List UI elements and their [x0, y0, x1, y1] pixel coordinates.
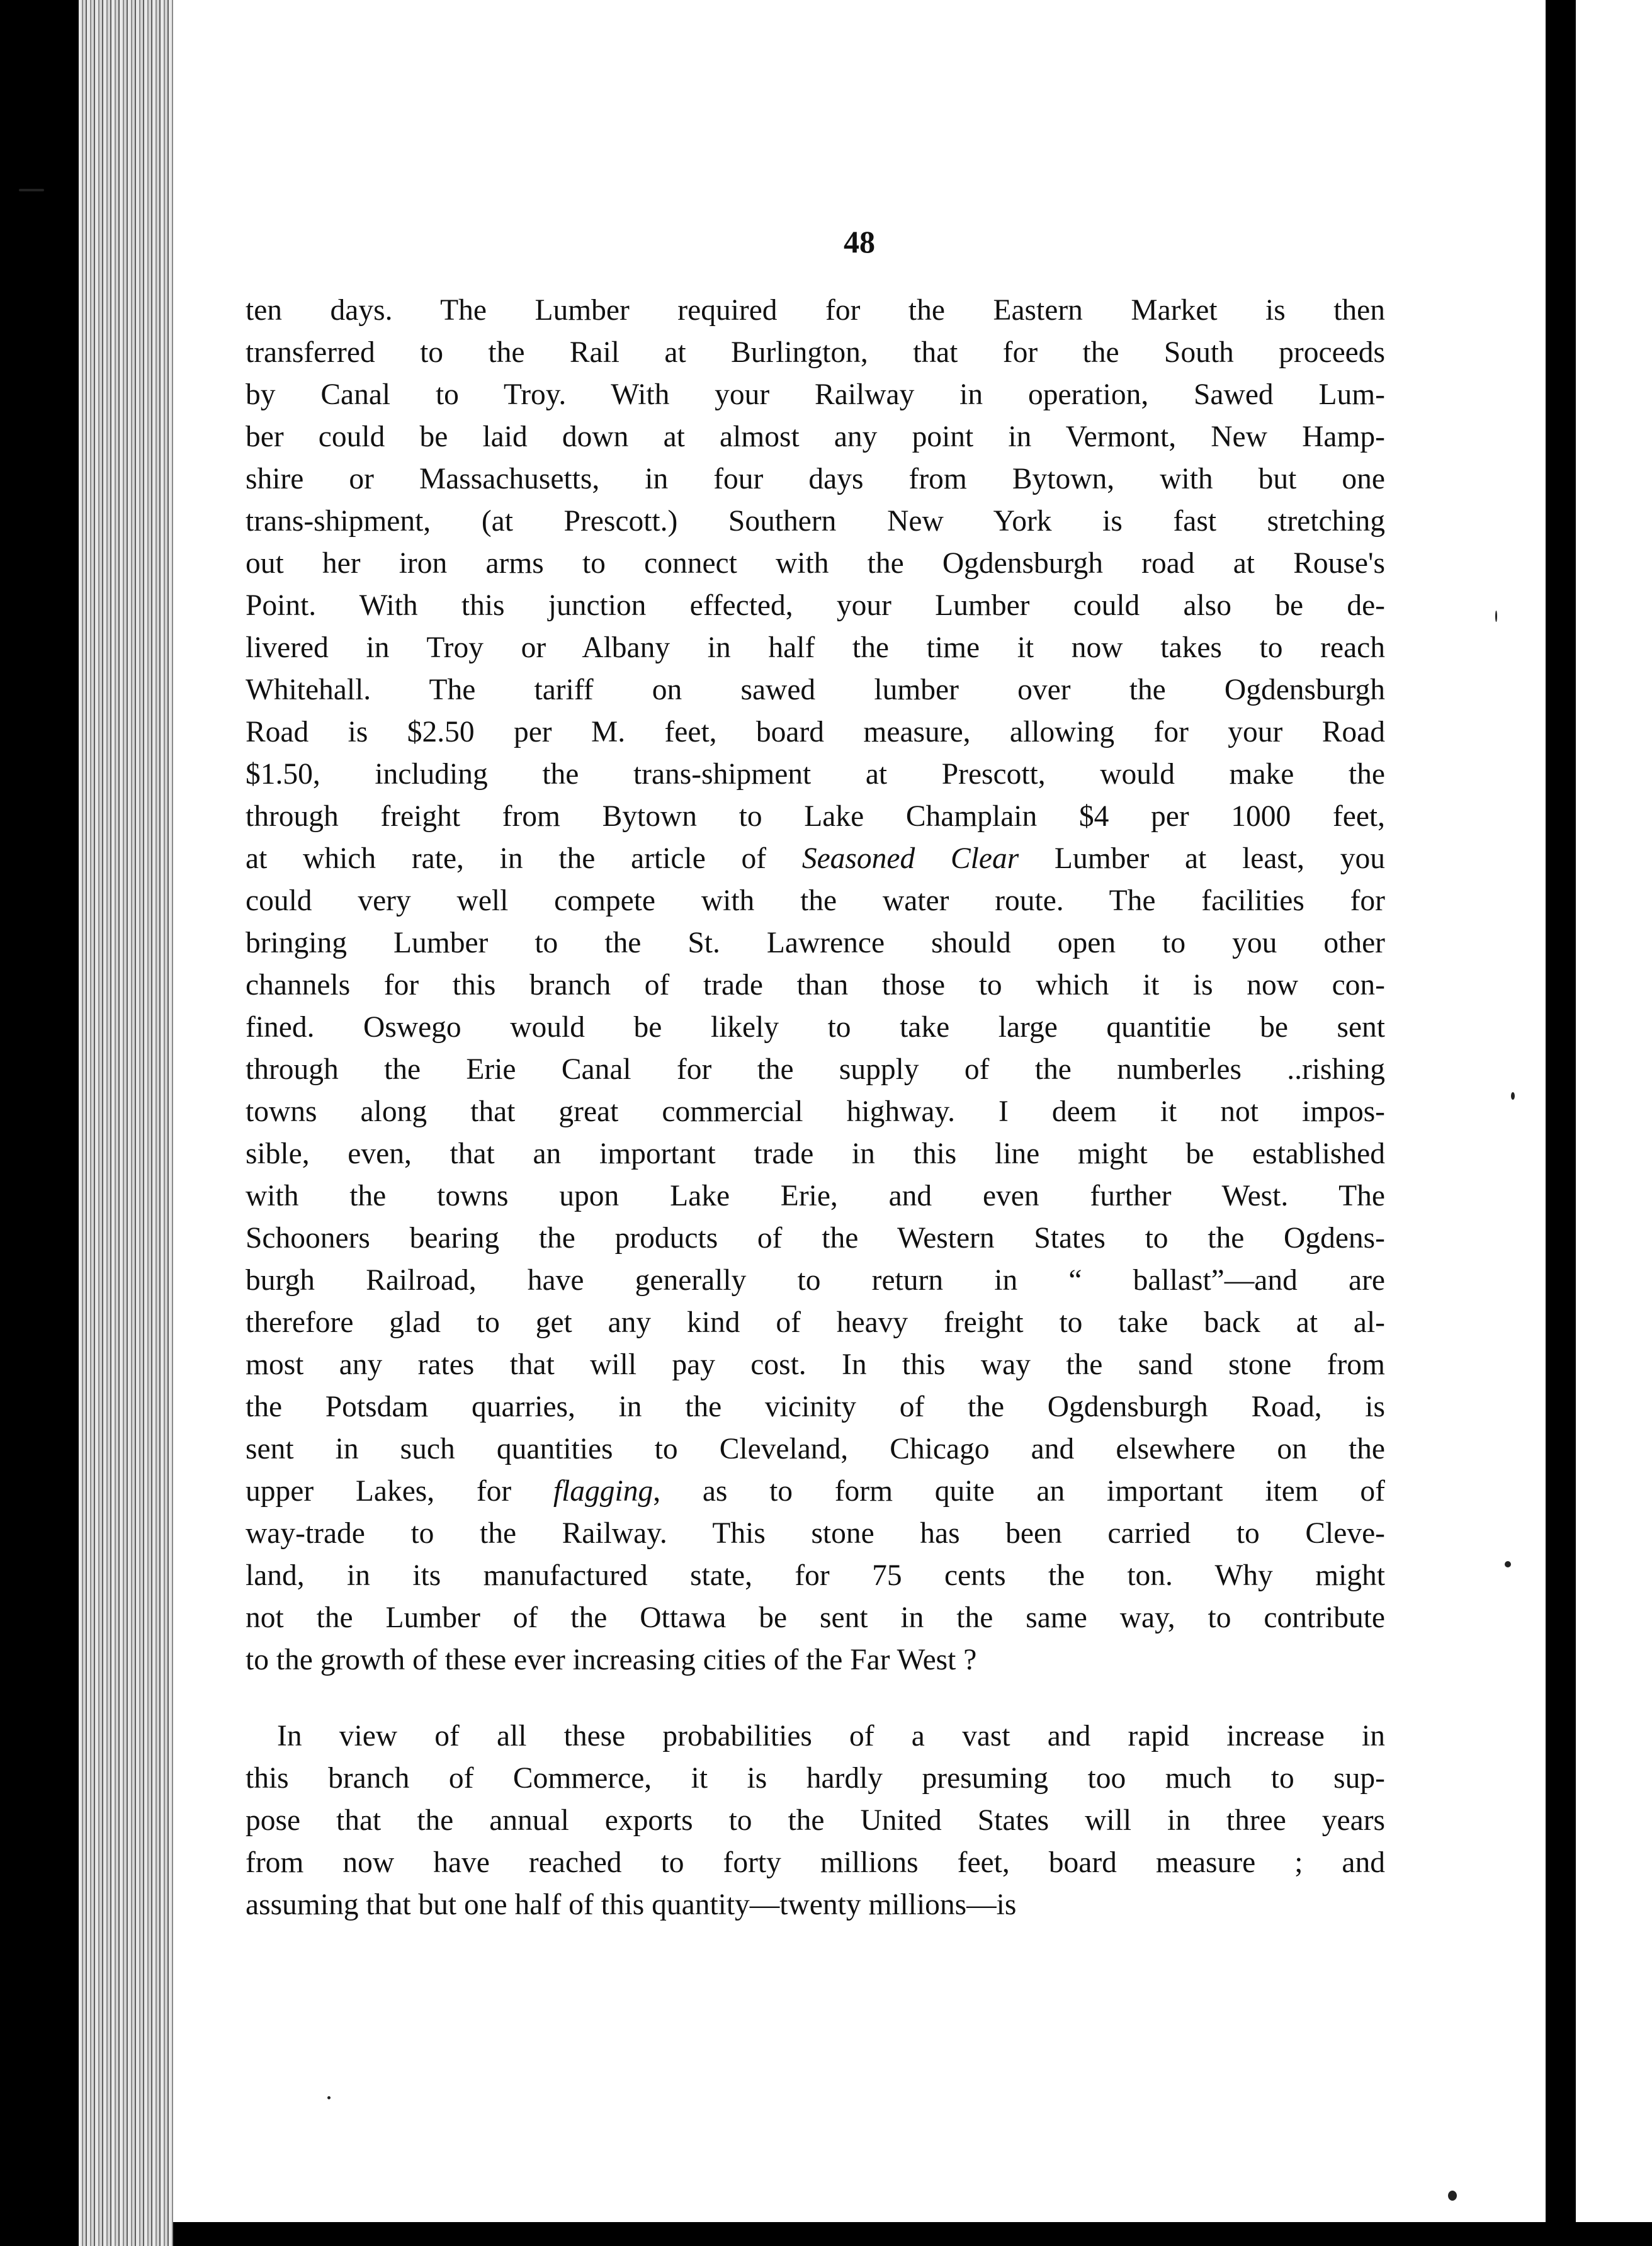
text-line: fined. Oswego would be likely to take large quantitie be sent [246, 1011, 1385, 1044]
text-line: upper Lakes, for flagging, as to form quite an important item of [246, 1475, 1385, 1508]
text-line: through freight from Bytown to Lake Champlain $4 per 1000 feet, [246, 800, 1385, 833]
text-line: Whitehall. The tariff on sawed lumber over the Ogdensburgh [246, 674, 1385, 706]
text-line: transferred to the Rail at Burlington, that for the South proceeds [246, 336, 1385, 369]
adjacent-page-edge [1576, 0, 1652, 2246]
text-line: ber could be laid down at almost any point in Vermont, New Hamp- [246, 420, 1385, 453]
page-number: 48 [844, 224, 875, 259]
text-line: could very well compete with the water route. The facilities for [246, 884, 1385, 917]
text-line: through the Erie Canal for the supply of the numberles ..rishing [246, 1053, 1385, 1086]
scan-speck [1505, 1561, 1511, 1567]
scan-border-bottom [173, 2222, 1652, 2246]
scan-speck [327, 2096, 331, 2099]
text-line: livered in Troy or Albany in half the time it now takes to reach [246, 631, 1385, 664]
text-line: assuming that but one half of this quantity—twenty millions—is [246, 1888, 1017, 1921]
text-line: ten days. The Lumber required for the Eastern Market is then [246, 294, 1385, 327]
text-line: Point. With this junction effected, your Lumber could also be de- [246, 589, 1385, 622]
scan-border-right [1546, 0, 1576, 2246]
text-line: towns along that great commercial highway. I deem it not impos- [246, 1095, 1385, 1128]
text-line: with the towns upon Lake Erie, and even further West. The [246, 1180, 1385, 1212]
text-line: therefore glad to get any kind of heavy freight to take back at al- [246, 1306, 1385, 1339]
text-line: channels for this branch of trade than those to which it is now con- [246, 969, 1385, 1002]
text-line: out her iron arms to connect with the Ogdensburgh road at Rouse's [246, 547, 1385, 580]
text-line: In view of all these probabilities of a vast and rapid increase in [277, 1720, 1385, 1752]
text-line: shire or Massachusetts, in four days from Bytown, with but one [246, 463, 1385, 495]
text-line: way-trade to the Railway. This stone has been carried to Cleve- [246, 1517, 1385, 1550]
paragraph [246, 1715, 1385, 1926]
scan-speck [19, 189, 44, 191]
text-line: burgh Railroad, have generally to return in “ ballast”—and are [246, 1264, 1385, 1297]
text-line: bringing Lumber to the St. Lawrence should open to you other [246, 927, 1385, 959]
text-line: the Potsdam quarries, in the vicinity of the Ogdensburgh Road, is [246, 1391, 1385, 1423]
text-line: at which rate, in the article of Seasoned Clear Lumber at least, you [246, 842, 1385, 875]
text-line: trans-shipment, (at Prescott.) Southern New York is fast stretching [246, 505, 1385, 538]
text-line: Road is $2.50 per M. feet, board measure, allowing for your Road [246, 716, 1385, 748]
text-line: to the growth of these ever increasing cities of the Far West ? [246, 1644, 977, 1676]
scan-border-left [0, 0, 79, 2246]
text-line: land, in its manufactured state, for 75 cents the ton. Why might [246, 1559, 1385, 1592]
scan-speck [1448, 2191, 1457, 2201]
text-line: $1.50, including the trans-shipment at Prescott, would make the [246, 758, 1385, 791]
text-line: sible, even, that an important trade in this line might be established [246, 1137, 1385, 1170]
text-line: this branch of Commerce, it is hardly presuming too much to sup- [246, 1762, 1385, 1795]
scan-speck [1511, 1092, 1515, 1100]
text-line: pose that the annual exports to the United States will in three years [246, 1804, 1385, 1837]
paragraph [246, 290, 1385, 1681]
text-line: not the Lumber of the Ottawa be sent in the same way, to contribute [246, 1601, 1385, 1634]
text-line: Schooners bearing the products of the Western States to the Ogdens- [246, 1222, 1385, 1255]
text-line: from now have reached to forty millions feet, board measure ; and [246, 1846, 1385, 1879]
scan-speck [1495, 611, 1497, 622]
book-page-edges [79, 0, 173, 2246]
text-line: sent in such quantities to Cleveland, Chicago and elsewhere on the [246, 1433, 1385, 1465]
text-line: by Canal to Troy. With your Railway in operation, Sawed Lum- [246, 378, 1385, 411]
text-line: most any rates that will pay cost. In this way the sand stone from [246, 1348, 1385, 1381]
body-text [246, 290, 1385, 1926]
paragraph-gap [246, 1681, 1385, 1715]
